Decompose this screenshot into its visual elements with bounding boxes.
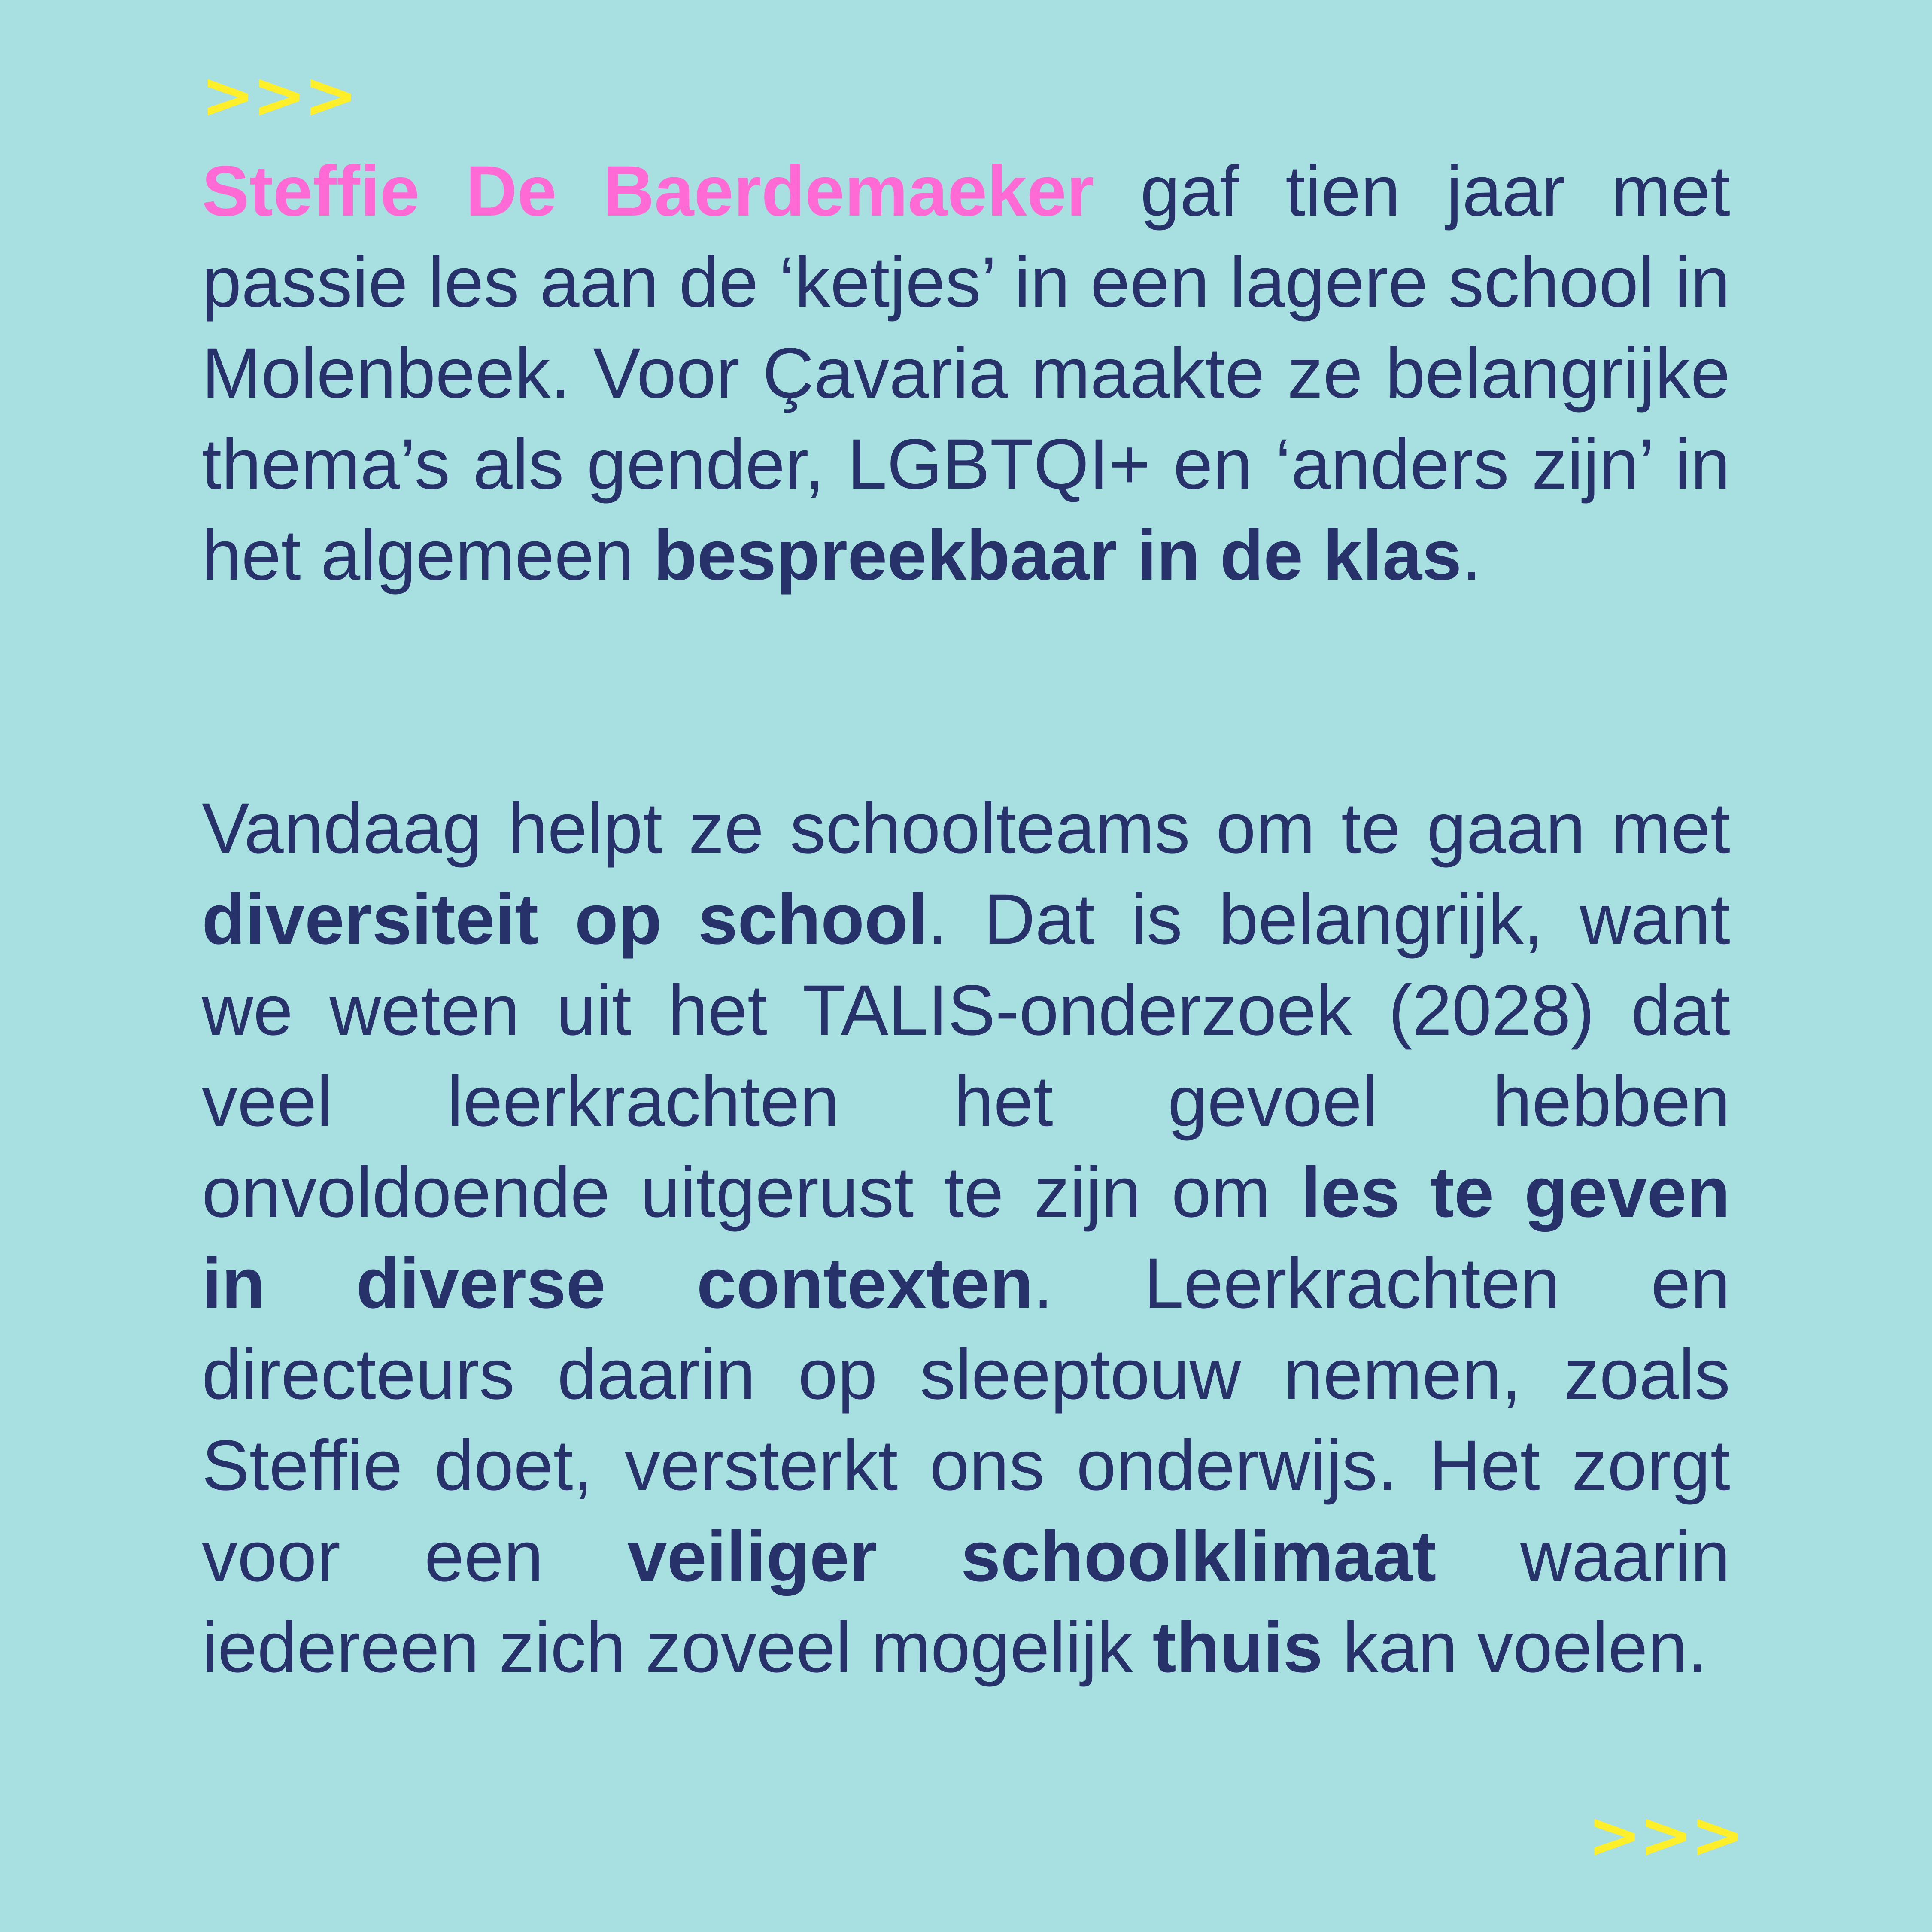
paragraph-body — [202, 783, 1730, 1693]
chevrons-top-icon: >>> — [201, 58, 355, 133]
body-bold-1: diversiteit op school — [202, 880, 928, 959]
body-bold-2: les te geven in diverse contexten — [202, 1153, 1730, 1323]
intro-bold-1: bespreekbaar in de klas — [653, 516, 1462, 595]
body-text-5: kan voelen. — [1323, 1608, 1707, 1687]
article-text — [202, 146, 1730, 1693]
paragraph-intro — [202, 146, 1730, 601]
intro-text-1: gaf tien jaar met passie les aan de ‘ketjes’ in een lagere school in Molenbeek. Voor Çavaria maakte ze belangrijke thema’s als gender, LGBTQI+ en ‘anders zijn’ in het algemeen — [202, 152, 1730, 595]
person-name: Steffie De Baerdemaeker — [202, 152, 1094, 231]
body-text-1: Vandaag helpt ze schoolteams om te gaan met — [202, 789, 1730, 868]
body-text-3: . Leerkrachten en directeurs daarin op sleeptouw nemen, zoals Steffie doet, versterkt ons onderwijs. Het zorgt voor een — [202, 1244, 1730, 1596]
body-text-2: . Dat is belangrijk, want we weten uit het TALIS-onderzoek (2028) dat veel leerkrachten het gevoel hebben onvoldoende uitgerust te zijn om — [202, 880, 1730, 1232]
chevrons-bottom-icon: >>> — [1588, 1798, 1742, 1873]
body-bold-3: veiliger schoolklimaat — [627, 1517, 1437, 1596]
intro-text-2: . — [1461, 516, 1482, 595]
body-text-4: waarin iedereen zich zoveel mogelijk — [202, 1517, 1730, 1687]
body-bold-4: thuis — [1152, 1608, 1323, 1687]
